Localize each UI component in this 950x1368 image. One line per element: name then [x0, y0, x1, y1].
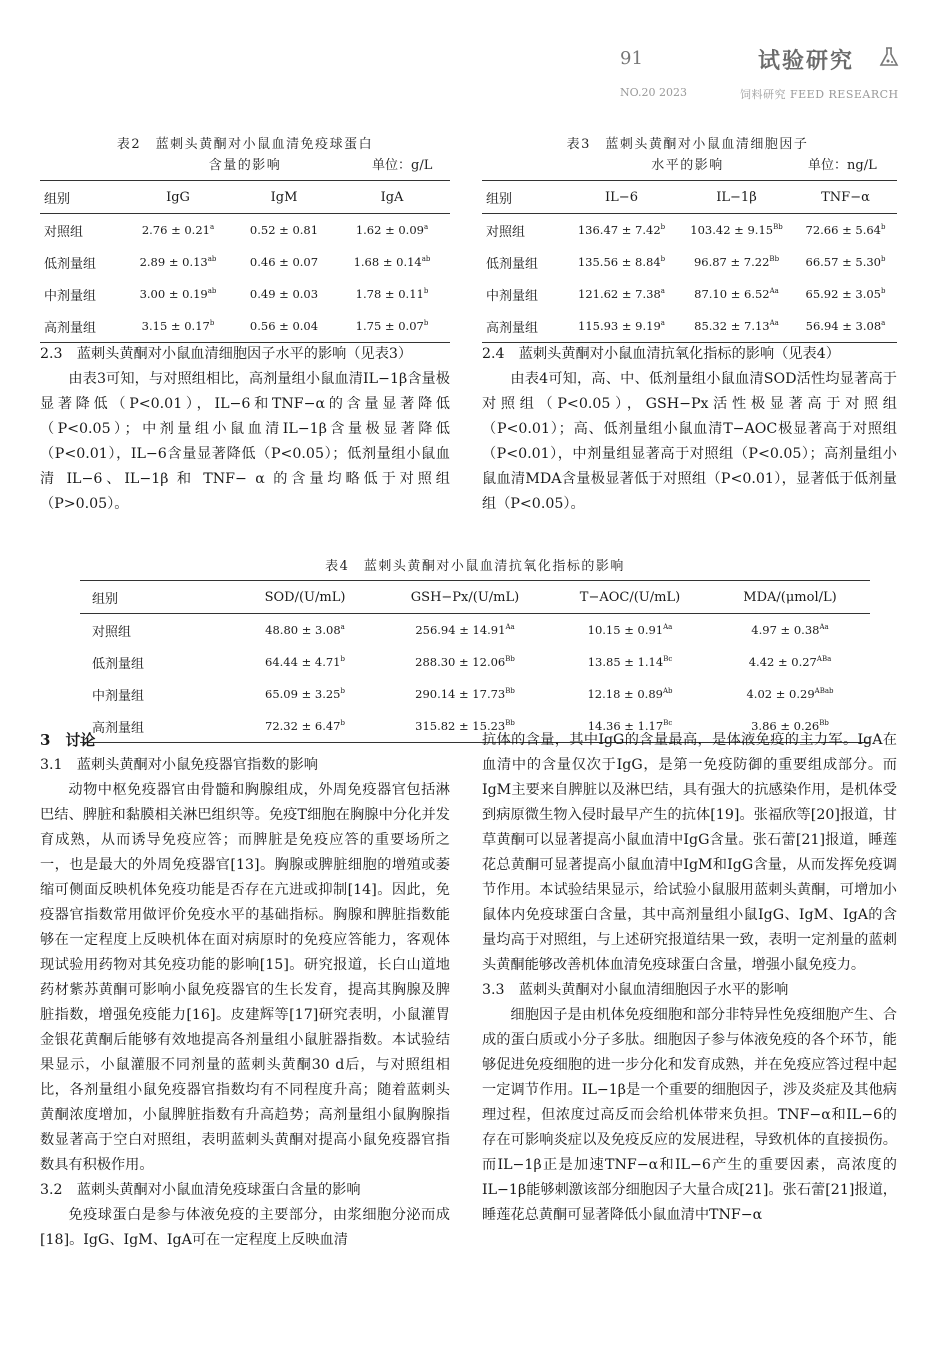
table-cell: 56.94 ± 3.08$^a$ [805, 319, 886, 333]
table-cell: $13.85 \pm 1.14^{Bc}$ [587, 655, 673, 669]
table3-header-tnfa: TNF−α [821, 189, 870, 205]
table-cell: $4.97 \pm 0.38^{Aa}$ [751, 623, 829, 637]
table-cell: 2.76 ± 0.21$^a$ [141, 223, 215, 237]
table2-header-group: 组别 [44, 191, 71, 207]
table-cell: 高剂量组 [44, 320, 97, 336]
table3-header-group: 组别 [486, 191, 513, 207]
table-cell: 2.89 ± 0.13$^{ab}$ [139, 255, 217, 269]
table-cell: $315.82 \pm 15.23^{Bb}$ [415, 719, 515, 733]
section-title: 试验研究 [758, 49, 855, 74]
table-cell: 64.44 ± 4.71$^b$ [265, 655, 345, 669]
table2-caption-line2: 含量的影响 [208, 158, 282, 173]
table-cell: 1.78 ± 0.11$^b$ [355, 287, 429, 301]
table-cell: 对照组 [486, 224, 526, 240]
table4 [80, 580, 870, 743]
table-cell: $87.10 \pm 6.52^{Aa}$ [694, 287, 779, 301]
table-cell: 135.56 ± 8.84$^b$ [577, 255, 666, 269]
table-cell: 高剂量组 [92, 720, 145, 736]
table-cell: $85.32 \pm 7.13^{Aa}$ [694, 319, 779, 333]
table3-caption-line2: 水平的影响 [651, 158, 724, 173]
table2-caption-line1: 表2 蓝刺头黄酮对小鼠血清免疫球蛋白 [116, 137, 374, 152]
section-3-heading: 3 讨论 [40, 731, 96, 749]
table-row [482, 278, 897, 310]
section-3-1-paragraph: 动物中枢免疫器官由骨髓和胸腺组成，外周免疫器官包括淋巴结、脾脏和黏膜相关淋巴组织等。免疫T细胞在胸腺中分化并发育成熟，从而诱导免疫应答；而脾脏是免疫应答的重要场所之一，也是最大的外周免疫器官[13]。胸腺或脾脏细胞的增殖或萎缩可侧面反映机体免疫功能是否存在亢进或抑制[14]。因此，免疫器官指数常用做评价免疫水平的基础指标。胸腺和脾脏指数能够在一定程度上反映机体在面对病原时的免疫应答能力，客观体现试验用药物对其免疫功能的影响[15]。研究报道，长白山道地药材紫苏黄酮可影响小鼠免疫器官的生长发育，提高其胸腺及脾脏指数，增强免疫能力[16]。皮建辉等[17]研究表明，小鼠灌胃金银花黄酮后能够有效地提高各剂量组小鼠脏器指数。本试验结果显示，小鼠灌服不同剂量的蓝刺头黄酮30 d后，与对照组相比，各剂量组小鼠免疫器官指数均有不同程度升高；随着蓝刺头黄酮浓度增加，小鼠脾脏指数有升高趋势；高剂量组小鼠胸腺指数显著高于空白对照组，表明蓝刺头黄酮对提高小鼠免疫器官指数具有积极作用。 [40, 782, 450, 1173]
table-row [80, 614, 870, 647]
table-cell: 低剂量组 [44, 256, 97, 272]
table3-header-il1b: IL−1β [716, 189, 757, 205]
table-cell: $288.30 \pm 12.06^{Bb}$ [415, 655, 515, 669]
table-cell: 48.80 ± 3.08$^a$ [265, 623, 345, 637]
table-cell: $4.02 \pm 0.29^{ABab}$ [746, 687, 834, 701]
section-3-3-paragraph: 细胞因子是由机体免疫细胞和部分非特异性免疫细胞产生、合成的蛋白质或小分子多肽。细胞因子参与体液免疫的各个环节，能够促进免疫细胞的进一步分化和发育成熟，并在免疫应答过程中起一定调节作用。IL−1β是一个重要的细胞因子，涉及炎症及其他病理过程，但浓度过高反而会给机体带来负担。TNF−α和IL−6的存在可影响炎症以及免疫反应的发展进程，导致机体的直接损伤。而IL−1β正是加速TNF−α和IL−6产生的重要因素，高浓度的IL−1β能够刺激该部分细胞因子大量合成[21]。张石蕾[21]报道，睡莲花总黄酮可显著降低小鼠血清中TNF−α [482, 1007, 897, 1223]
table-cell: 0.52 ± 0.81 [249, 223, 319, 237]
table-cell: 中剂量组 [44, 288, 97, 304]
table-cell: 中剂量组 [486, 288, 539, 304]
flask-icon [878, 46, 900, 68]
table-cell: 低剂量组 [486, 256, 539, 272]
table4-header-taoc: T−AOC/(U/mL) [579, 589, 681, 605]
section-3-left [40, 728, 450, 1253]
table-cell: $3.86 \pm 0.26^{Bb}$ [751, 719, 829, 733]
table-cell: 0.56 ± 0.04 [249, 319, 319, 333]
table-row [80, 678, 870, 710]
table-cell: 对照组 [92, 624, 132, 640]
section-3-2-paragraph-start: 免疫球蛋白是参与体液免疫的主要部分，由浆细胞分泌而成[18]。IgG、IgM、IgA可在一定程度上反映血清 [40, 1207, 450, 1248]
table-cell: 中剂量组 [92, 688, 145, 704]
section-2-4-paragraph: 由表4可知，高、中、低剂量组小鼠血清SOD活性均显著高于对照组（P<0.05），GSH−Px活性极显著高于对照组（P<0.01）；高、低剂量组小鼠血清T−AOC极显著高于对照组（P<0.01），中剂量组显著高于对照组（P<0.05）；高剂量组小鼠血清MDA含量极显著低于对照组（P<0.01），显著低于低剂量组（P<0.05）。 [482, 371, 897, 512]
table-cell: $10.15 \pm 0.91^{Aa}$ [587, 623, 673, 637]
table-cell: 136.47 ± 7.42$^b$ [577, 223, 666, 237]
table-row [80, 646, 870, 678]
table2-header-igg: IgG [166, 189, 190, 205]
table4-header-sod: SOD/(U/mL) [264, 589, 346, 605]
section-2-4 [482, 342, 897, 517]
table-cell: $103.42 \pm 9.15^{Bb}$ [690, 223, 783, 237]
table-row [40, 278, 450, 310]
table2-header-iga: IgA [380, 189, 404, 205]
table-cell: $256.94 \pm 14.91^{Aa}$ [415, 623, 515, 637]
table-cell: 1.68 ± 0.14$^{ab}$ [353, 255, 431, 269]
table3-caption-line1: 表3 蓝刺头黄酮对小鼠血清细胞因子 [566, 137, 809, 152]
issue-label: NO.20 2023 [620, 86, 687, 99]
table-cell: $4.42 \pm 0.27^{ABa}$ [748, 655, 832, 669]
table-cell: 0.46 ± 0.07 [249, 255, 319, 269]
table-row [40, 246, 450, 278]
table-cell: 115.93 ± 9.19$^a$ [578, 319, 665, 333]
table4-header-group: 组别 [92, 591, 119, 607]
table-cell: 对照组 [44, 224, 84, 240]
table4-header-gshpx: GSH−Px/(U/mL) [410, 589, 520, 605]
table-cell: 72.32 ± 6.47$^b$ [265, 719, 345, 733]
section-3-3-heading: 3.3 蓝刺头黄酮对小鼠血清细胞因子水平的影响 [482, 982, 789, 998]
table-cell: 0.49 ± 0.03 [249, 287, 319, 301]
table4-header-mda: MDA/(μmol/L) [743, 589, 837, 605]
table-cell: 1.62 ± 0.09$^a$ [355, 223, 429, 237]
table-cell: 65.92 ± 3.05$^b$ [805, 287, 886, 301]
journal-label: 饲料研究 FEED RESEARCH [740, 88, 899, 101]
section-3-2-heading: 3.2 蓝刺头黄酮对小鼠血清免疫球蛋白含量的影响 [40, 1182, 361, 1198]
table2-header-igm: IgM [270, 189, 298, 205]
section-3-2-paragraph-cont: 抗体的含量，其中IgG的含量最高，是体液免疫的主力军。IgA在血清中的含量仅次于IgG，是第一免疫防御的重要组成部分。而IgM主要来自脾脏以及淋巴结，具有强大的抗感染作用，是机体受到病原微生物入侵时最早产生的抗体[19]。张福欣等[20]报道，甘草黄酮可以显著提高小鼠血清中IgG含量。张石蕾[21]报道，睡莲花总黄酮可显著提高小鼠血清中IgM和IgG含量，从而发挥免疫调节作用。本试验结果显示，给试验小鼠服用蓝刺头黄酮，可增加小鼠体内免疫球蛋白含量，其中高剂量组小鼠IgG、IgM、IgA的含量均高于对照组，与上述研究报道结果一致，表明一定剂量的蓝刺头黄酮能够改善机体血清免疫球蛋白含量，增强小鼠免疫力。 [482, 732, 897, 973]
section-2-3-paragraph: 由表3可知，与对照组相比，高剂量组小鼠血清IL−1β含量极显著降低（P<0.01），IL−6和TNF−α的含量显著降低（P<0.05）；中剂量组小鼠血清IL−1β含量极显著降低（P<0.01），IL−6含量显著降低（P<0.05）；低剂量组小鼠血清 IL−6、IL−1β 和 TNF− α 的含量均略低于对照组（P>0.05）。 [40, 371, 450, 512]
table-cell: 3.00 ± 0.19$^{ab}$ [139, 287, 217, 301]
table3 [482, 180, 897, 343]
table-row [40, 310, 450, 343]
table-cell: $12.18 \pm 0.89^{Ab}$ [587, 687, 673, 701]
table-cell: 66.57 ± 5.30$^b$ [805, 255, 886, 269]
table-row [482, 246, 897, 278]
section-3-right [482, 728, 897, 1228]
table-cell: $14.36 \pm 1.17^{Bc}$ [587, 719, 673, 733]
section-3-1-heading: 3.1 蓝刺头黄酮对小鼠免疫器官指数的影响 [40, 757, 318, 773]
table3-header-il6: IL−6 [605, 189, 638, 205]
section-2-3-heading: 2.3 蓝刺头黄酮对小鼠血清细胞因子水平的影响（见表3） [40, 346, 413, 362]
table2 [40, 180, 450, 343]
table-row [482, 214, 897, 247]
table-cell: $96.87 \pm 7.22^{Bb}$ [693, 255, 780, 269]
page-number: 91 [620, 48, 643, 69]
table-row [482, 310, 897, 343]
table-cell: 高剂量组 [486, 320, 539, 336]
section-2-4-heading: 2.4 蓝刺头黄酮对小鼠血清抗氧化指标的影响（见表4） [482, 346, 840, 362]
table-cell: 1.75 ± 0.07$^b$ [355, 319, 429, 333]
table-row [40, 214, 450, 247]
table-cell: $290.14 \pm 17.73^{Bb}$ [415, 687, 515, 701]
table2-unit: 单位：g/L [372, 158, 433, 173]
table-cell: 65.09 ± 3.25$^b$ [265, 687, 345, 701]
table-cell: 3.15 ± 0.17$^b$ [141, 319, 215, 333]
section-2-3 [40, 342, 450, 517]
table-cell: 低剂量组 [92, 656, 145, 672]
table-cell: 72.66 ± 5.64$^b$ [805, 223, 886, 237]
table4-caption: 表4 蓝刺头黄酮对小鼠血清抗氧化指标的影响 [325, 559, 625, 574]
table3-unit: 单位：ng/L [808, 158, 877, 173]
table-cell: 121.62 ± 7.38$^a$ [578, 287, 665, 301]
